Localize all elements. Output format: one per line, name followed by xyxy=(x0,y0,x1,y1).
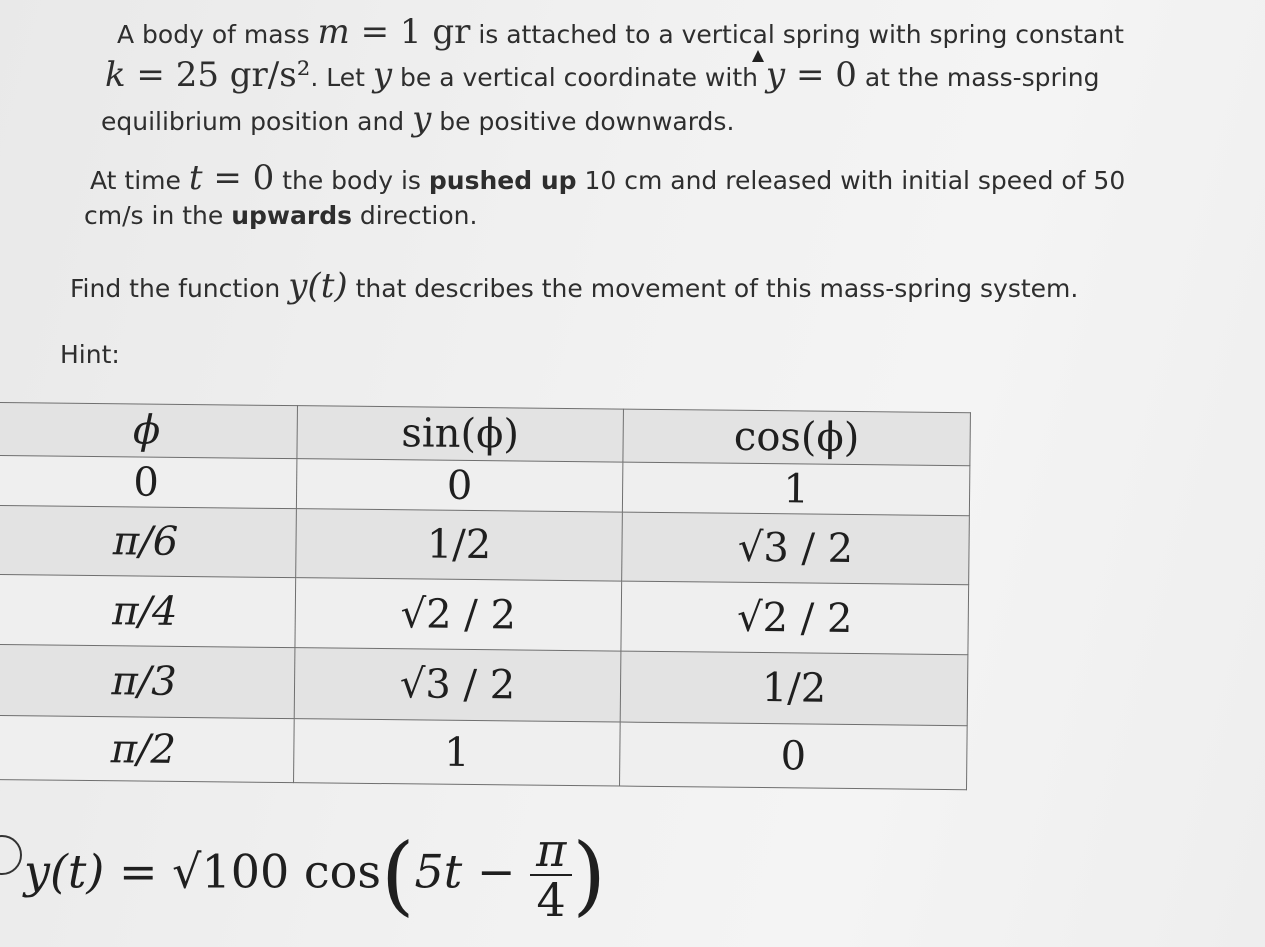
radio-circle-icon[interactable] xyxy=(0,835,22,875)
cell-sin: √3 / 2 xyxy=(294,648,621,722)
math-eq: = xyxy=(785,55,836,95)
cell-sin: 0 xyxy=(296,459,623,512)
cell-sin: √2 / 2 xyxy=(295,578,622,651)
text: at the mass-spring xyxy=(856,63,1100,92)
left-paren: ( xyxy=(380,825,415,926)
text: At time xyxy=(90,166,189,195)
answer-sqrt: √100 xyxy=(172,844,290,899)
cell-phi: π/2 xyxy=(0,715,294,782)
cell-phi: 0 xyxy=(0,456,297,509)
text: be positive downwards. xyxy=(431,107,735,136)
math-y: y xyxy=(412,99,432,139)
cell-phi: π/6 xyxy=(0,505,296,577)
math-y: y xyxy=(765,55,786,95)
fraction-numerator: π xyxy=(530,826,572,876)
bold-text: upwards xyxy=(231,201,352,230)
cell-cos: 1 xyxy=(622,462,970,516)
answer-fraction xyxy=(530,823,572,928)
table-row xyxy=(0,715,967,789)
hint-label: Hint: xyxy=(60,340,120,369)
math-yt: y(t) xyxy=(288,266,348,306)
math-y: y xyxy=(372,55,393,95)
math-zero: 0 xyxy=(252,158,275,198)
math-one: 1 xyxy=(399,12,422,52)
math-m: m xyxy=(317,12,350,52)
header-cos: cos(ϕ) xyxy=(623,409,971,466)
cell-cos: √2 / 2 xyxy=(621,581,969,655)
math-k-value: = 25 gr/s² xyxy=(125,55,311,95)
cell-phi: π/3 xyxy=(0,644,295,718)
cell-phi: π/4 xyxy=(0,574,296,647)
problem-line-1 xyxy=(117,12,1124,53)
cell-cos: 1/2 xyxy=(620,651,968,726)
math-gr: gr xyxy=(421,12,471,52)
text: the body is xyxy=(274,166,429,195)
trig-hint-table xyxy=(0,402,971,790)
table-row xyxy=(0,574,969,654)
math-t: t xyxy=(188,158,203,198)
header-sin: sin(ϕ) xyxy=(297,406,624,462)
text: 10 cm and released with initial speed of 50 xyxy=(576,166,1126,195)
math-k: k xyxy=(105,55,126,95)
text: direction. xyxy=(351,201,478,230)
problem-line-3 xyxy=(101,99,734,140)
question-line xyxy=(70,266,1078,307)
right-paren: ) xyxy=(572,825,606,926)
text: equilibrium position and xyxy=(101,107,413,136)
answer-formula xyxy=(24,823,606,928)
problem-line-2 xyxy=(105,55,1099,96)
answer-lhs: y(t) = xyxy=(24,844,173,899)
math-eq: = xyxy=(349,12,400,52)
text: cm/s in the xyxy=(84,201,232,230)
text: be a vertical coordinate with xyxy=(392,63,766,92)
table-row xyxy=(0,644,968,725)
cell-cos: 0 xyxy=(620,722,968,790)
header-phi: ϕ xyxy=(0,403,297,459)
text: that describes the movement of this mass-spring system. xyxy=(347,274,1079,303)
answer-inner: 5t − xyxy=(414,844,531,899)
condition-line-2 xyxy=(84,201,477,231)
text: A body of mass xyxy=(117,20,318,49)
math-zero: 0 xyxy=(835,55,857,95)
bold-text: pushed up xyxy=(428,166,577,195)
cell-sin: 1/2 xyxy=(296,509,623,581)
table-row xyxy=(0,505,969,584)
text: . Let xyxy=(310,63,373,92)
math-eq: = xyxy=(202,158,253,198)
fraction-denominator: 4 xyxy=(536,873,566,928)
cell-sin: 1 xyxy=(294,719,621,786)
cell-cos: √3 / 2 xyxy=(622,512,970,585)
text: is attached to a vertical spring with spring constant xyxy=(470,20,1124,49)
answer-cos: cos xyxy=(289,844,381,899)
text: Find the function xyxy=(70,274,289,303)
condition-line-1 xyxy=(90,158,1125,199)
